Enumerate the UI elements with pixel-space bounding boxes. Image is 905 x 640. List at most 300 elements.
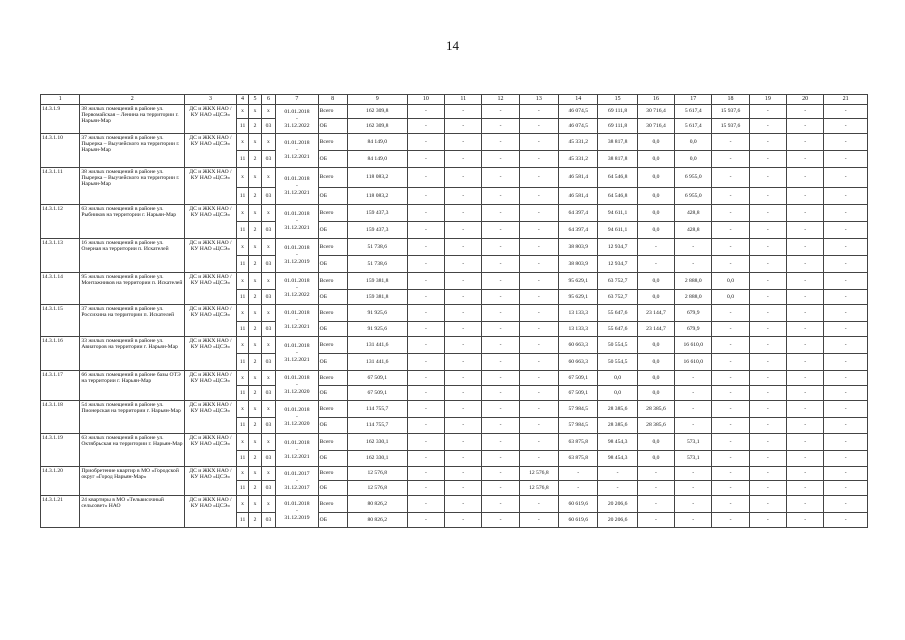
- row-c4: 11: [236, 151, 248, 168]
- row-c6: х: [261, 168, 276, 188]
- cell-col-12: -: [482, 337, 519, 354]
- row-source: Всего: [318, 496, 347, 513]
- date-part: 01.01.2018: [284, 439, 310, 446]
- cell-col-11: -: [445, 386, 482, 401]
- row-code: 14.3.1.19: [41, 434, 80, 467]
- cell-col-15: 38 817,8: [598, 151, 637, 168]
- cell-col-9: 131 441,6: [347, 354, 407, 371]
- cell-col-14: 60 619,6: [559, 496, 598, 513]
- cell-col-9: 51 738,6: [347, 256, 407, 273]
- cell-col-17: 0,0: [675, 134, 712, 151]
- cell-col-12: -: [482, 239, 519, 256]
- cell-col-11: -: [445, 239, 482, 256]
- cell-col-19: -: [749, 496, 786, 513]
- cell-col-10: -: [407, 290, 444, 305]
- cell-col-16: 23 144,7: [637, 322, 674, 337]
- date-part: 01.01.2018: [284, 245, 310, 251]
- column-header-20: 20: [786, 95, 823, 105]
- cell-col-13: 12 576,8: [519, 467, 558, 481]
- cell-col-9: 80 826,2: [347, 496, 407, 513]
- cell-col-13: -: [519, 290, 558, 305]
- cell-col-16: -: [637, 239, 674, 256]
- cell-col-19: -: [749, 434, 786, 451]
- cell-col-13: -: [519, 322, 558, 337]
- cell-col-10: -: [407, 481, 444, 496]
- table-row: [41, 105, 868, 119]
- cell-col-10: -: [407, 354, 444, 371]
- cell-col-17: 679,9: [675, 305, 712, 322]
- cell-col-10: -: [407, 451, 444, 467]
- cell-col-17: 6 955,0: [675, 188, 712, 205]
- row-source: ОБ: [318, 290, 347, 305]
- row-c6: х: [261, 467, 276, 481]
- cell-col-11: -: [445, 496, 482, 513]
- cell-col-10: -: [407, 222, 444, 239]
- cell-col-16: 0,0: [637, 188, 674, 205]
- row-code: 14.3.1.21: [41, 496, 80, 528]
- table-row: [41, 134, 868, 151]
- cell-col-11: -: [445, 371, 482, 386]
- cell-col-18: -: [712, 134, 749, 151]
- cell-col-9: 131 441,6: [347, 337, 407, 354]
- cell-col-21: -: [824, 322, 868, 337]
- cell-col-19: -: [749, 119, 786, 134]
- row-code: 14.3.1.17: [41, 371, 80, 401]
- date-part: -: [295, 508, 298, 514]
- cell-col-10: -: [407, 239, 444, 256]
- row-c5: 2: [249, 354, 261, 371]
- row-name: 16 жилых помещений в районе ул. Озерная на территории п. Искателей: [80, 239, 185, 273]
- cell-col-21: -: [824, 290, 868, 305]
- cell-col-11: -: [445, 337, 482, 354]
- cell-col-17: -: [675, 418, 712, 434]
- cell-col-17: 573,1: [675, 451, 712, 467]
- cell-col-17: 0,0: [675, 151, 712, 168]
- cell-col-17: 2 888,0: [675, 290, 712, 305]
- cell-col-20: -: [786, 481, 823, 496]
- cell-col-21: -: [824, 481, 868, 496]
- row-name: 54 жилых помещений в районе ул. Пионерская на территории г. Нарьян-Мар: [80, 401, 185, 434]
- row-c5: х: [249, 105, 261, 119]
- cell-col-15: 55 647,6: [598, 322, 637, 337]
- cell-col-19: -: [749, 188, 786, 205]
- cell-col-14: 60 619,6: [559, 513, 598, 528]
- row-c4: 11: [236, 290, 248, 305]
- cell-col-19: -: [749, 105, 786, 119]
- cell-col-20: -: [786, 151, 823, 168]
- row-c5: 2: [249, 222, 261, 239]
- row-c4: х: [236, 239, 248, 256]
- date-part: -: [295, 446, 298, 453]
- cell-col-16: 23 144,7: [637, 305, 674, 322]
- cell-col-17: -: [675, 496, 712, 513]
- cell-col-15: 12 934,7: [598, 256, 637, 273]
- cell-col-19: -: [749, 386, 786, 401]
- cell-col-11: -: [445, 222, 482, 239]
- date-part: 01.01.2018: [284, 310, 310, 316]
- row-c4: 11: [236, 386, 248, 401]
- row-executor: ДС и ЖКХ НАО / КУ НАО «ЦСЭ»: [185, 305, 237, 337]
- row-c6: 03: [261, 119, 276, 134]
- cell-col-9: 67 509,1: [347, 386, 407, 401]
- cell-col-17: -: [675, 467, 712, 481]
- cell-col-16: -: [637, 256, 674, 273]
- cell-col-19: -: [749, 222, 786, 239]
- row-executor: ДС и ЖКХ НАО / КУ НАО «ЦСЭ»: [185, 134, 237, 168]
- cell-col-13: -: [519, 401, 558, 418]
- cell-col-14: 67 509,1: [559, 386, 598, 401]
- column-header-11: 11: [445, 95, 482, 105]
- budget-table: [40, 94, 868, 528]
- row-source: Всего: [318, 205, 347, 222]
- date-part: 31.12.2021: [284, 324, 310, 330]
- cell-col-16: 0,0: [637, 273, 674, 290]
- cell-col-12: -: [482, 481, 519, 496]
- cell-col-10: -: [407, 105, 444, 119]
- cell-col-18: -: [712, 354, 749, 371]
- cell-col-9: 84 149,0: [347, 151, 407, 168]
- cell-col-14: -: [559, 467, 598, 481]
- cell-col-17: -: [675, 371, 712, 386]
- cell-col-21: -: [824, 134, 868, 151]
- row-code: 14.3.1.18: [41, 401, 80, 434]
- cell-col-21: -: [824, 188, 868, 205]
- cell-col-16: 0,0: [637, 337, 674, 354]
- cell-col-9: 118 083,2: [347, 188, 407, 205]
- cell-col-15: 38 817,8: [598, 134, 637, 151]
- cell-col-18: 15 937,6: [712, 119, 749, 134]
- row-c6: х: [261, 105, 276, 119]
- cell-col-19: -: [749, 256, 786, 273]
- cell-col-11: -: [445, 418, 482, 434]
- date-part: -: [295, 413, 298, 420]
- row-source: Всего: [318, 134, 347, 151]
- row-c6: 03: [261, 188, 276, 205]
- row-c5: 2: [249, 513, 261, 528]
- cell-col-19: -: [749, 481, 786, 496]
- cell-col-10: -: [407, 119, 444, 134]
- row-c5: 2: [249, 386, 261, 401]
- cell-col-20: -: [786, 256, 823, 273]
- cell-col-20: -: [786, 188, 823, 205]
- row-c4: 11: [236, 481, 248, 496]
- cell-col-20: -: [786, 513, 823, 528]
- row-c6: х: [261, 434, 276, 451]
- cell-col-13: -: [519, 188, 558, 205]
- cell-col-10: -: [407, 305, 444, 322]
- row-code: 14.3.1.14: [41, 273, 80, 305]
- cell-col-14: 63 875,8: [559, 434, 598, 451]
- cell-col-12: -: [482, 119, 519, 134]
- cell-col-13: -: [519, 451, 558, 467]
- cell-col-13: -: [519, 305, 558, 322]
- cell-col-17: 16 610,0: [675, 337, 712, 354]
- cell-col-12: -: [482, 434, 519, 451]
- cell-col-17: -: [675, 256, 712, 273]
- cell-col-17: 2 888,0: [675, 273, 712, 290]
- date-part: 01.01.2018: [284, 375, 310, 381]
- row-dates: [276, 467, 318, 496]
- cell-col-12: -: [482, 467, 519, 481]
- row-c5: х: [249, 467, 261, 481]
- cell-col-10: -: [407, 151, 444, 168]
- cell-col-14: 38 803,9: [559, 239, 598, 256]
- row-c6: х: [261, 239, 276, 256]
- row-executor: ДС и ЖКХ НАО / КУ НАО «ЦСЭ»: [185, 205, 237, 239]
- row-c4: 11: [236, 322, 248, 337]
- row-c6: 03: [261, 151, 276, 168]
- cell-col-13: 12 576,8: [519, 481, 558, 496]
- cell-col-18: -: [712, 151, 749, 168]
- cell-col-21: -: [824, 401, 868, 418]
- cell-col-11: -: [445, 168, 482, 188]
- row-dates: [276, 273, 318, 305]
- row-code: 14.3.1.11: [41, 168, 80, 205]
- row-name: 38 жилых помещений в районе ул. Пырерка – Выучейского на территории г. Нарьян-Мар: [80, 168, 185, 205]
- cell-col-21: -: [824, 354, 868, 371]
- row-executor: ДС и ЖКХ НАО / КУ НАО «ЦСЭ»: [185, 337, 237, 371]
- row-c4: 11: [236, 418, 248, 434]
- cell-col-13: -: [519, 168, 558, 188]
- cell-col-20: -: [786, 434, 823, 451]
- cell-col-13: -: [519, 386, 558, 401]
- row-c5: 2: [249, 322, 261, 337]
- cell-col-18: -: [712, 305, 749, 322]
- cell-col-17: -: [675, 513, 712, 528]
- row-source: ОБ: [318, 513, 347, 528]
- row-source: ОБ: [318, 322, 347, 337]
- row-code: 14.3.1.16: [41, 337, 80, 371]
- row-source: Всего: [318, 467, 347, 481]
- cell-col-20: -: [786, 134, 823, 151]
- row-dates: [276, 205, 318, 239]
- cell-col-12: -: [482, 168, 519, 188]
- table-row: [41, 371, 868, 386]
- cell-col-14: 13 133,3: [559, 305, 598, 322]
- cell-col-19: -: [749, 371, 786, 386]
- cell-col-18: 15 937,6: [712, 105, 749, 119]
- table-row: [41, 467, 868, 481]
- row-name: 66 жилых помещений в районе базы ОТЭ на территории г. Нарьян-Мар: [80, 371, 185, 401]
- date-part: 01.01.2018: [284, 501, 310, 507]
- row-executor: ДС и ЖКХ НАО / КУ НАО «ЦСЭ»: [185, 239, 237, 273]
- date-part: 01.01.2018: [284, 406, 310, 413]
- date-part: 01.01.2018: [284, 211, 310, 217]
- cell-col-11: -: [445, 354, 482, 371]
- column-header-14: 14: [559, 95, 598, 105]
- cell-col-11: -: [445, 119, 482, 134]
- row-c4: х: [236, 434, 248, 451]
- cell-col-20: -: [786, 290, 823, 305]
- cell-col-9: 91 925,6: [347, 305, 407, 322]
- cell-col-19: -: [749, 322, 786, 337]
- cell-col-15: 64 546,8: [598, 168, 637, 188]
- cell-col-16: -: [637, 481, 674, 496]
- cell-col-10: -: [407, 168, 444, 188]
- cell-col-13: -: [519, 496, 558, 513]
- row-dates: [276, 434, 318, 467]
- row-c4: х: [236, 134, 248, 151]
- date-part: 01.01.2018: [284, 343, 310, 349]
- cell-col-11: -: [445, 105, 482, 119]
- cell-col-16: 30 716,4: [637, 105, 674, 119]
- row-source: Всего: [318, 337, 347, 354]
- cell-col-18: -: [712, 513, 749, 528]
- cell-col-18: -: [712, 371, 749, 386]
- row-name: 33 жилых помещений в районе ул. Авиаторов на территории г. Нарьян-Мар: [80, 337, 185, 371]
- cell-col-15: 64 546,8: [598, 188, 637, 205]
- row-source: Всего: [318, 434, 347, 451]
- row-c6: х: [261, 134, 276, 151]
- row-c4: 11: [236, 256, 248, 273]
- row-c5: 2: [249, 151, 261, 168]
- row-source: ОБ: [318, 222, 347, 239]
- cell-col-13: -: [519, 337, 558, 354]
- cell-col-18: -: [712, 451, 749, 467]
- table-row: [41, 168, 868, 188]
- row-name: 38 жилых помещений в районе ул. Первомайская – Ленина на территории г. Нарьян-Мар: [80, 105, 185, 134]
- cell-col-14: -: [559, 481, 598, 496]
- cell-col-15: 55 647,6: [598, 305, 637, 322]
- cell-col-18: -: [712, 188, 749, 205]
- cell-col-19: -: [749, 239, 786, 256]
- cell-col-15: 98 454,3: [598, 434, 637, 451]
- row-source: ОБ: [318, 151, 347, 168]
- row-c6: 03: [261, 418, 276, 434]
- date-part: 31.12.2022: [284, 292, 310, 298]
- column-header-9: 9: [347, 95, 407, 105]
- cell-col-21: -: [824, 222, 868, 239]
- cell-col-14: 57 984,5: [559, 401, 598, 418]
- cell-col-21: -: [824, 467, 868, 481]
- cell-col-18: -: [712, 496, 749, 513]
- row-source: Всего: [318, 273, 347, 290]
- cell-col-12: -: [482, 188, 519, 205]
- cell-col-14: 13 133,3: [559, 322, 598, 337]
- cell-col-14: 60 663,3: [559, 337, 598, 354]
- row-c6: х: [261, 496, 276, 513]
- cell-col-9: 84 149,0: [347, 134, 407, 151]
- row-c5: х: [249, 496, 261, 513]
- row-source: ОБ: [318, 481, 347, 496]
- row-code: 14.3.1.13: [41, 239, 80, 273]
- date-part: 31.12.2021: [284, 225, 310, 231]
- cell-col-11: -: [445, 151, 482, 168]
- column-header-17: 17: [675, 95, 712, 105]
- cell-col-13: -: [519, 151, 558, 168]
- cell-col-21: -: [824, 418, 868, 434]
- cell-col-16: 0,0: [637, 290, 674, 305]
- cell-col-19: -: [749, 354, 786, 371]
- cell-col-17: -: [675, 386, 712, 401]
- date-part: 31.12.2022: [284, 122, 310, 129]
- cell-col-16: 0,0: [637, 354, 674, 371]
- cell-col-21: -: [824, 205, 868, 222]
- row-c6: 03: [261, 290, 276, 305]
- row-c4: 11: [236, 188, 248, 205]
- table-row: [41, 239, 868, 256]
- cell-col-11: -: [445, 273, 482, 290]
- cell-col-11: -: [445, 481, 482, 496]
- table-row: [41, 273, 868, 290]
- row-c5: 2: [249, 256, 261, 273]
- cell-col-13: -: [519, 418, 558, 434]
- cell-col-14: 45 331,2: [559, 134, 598, 151]
- row-c5: х: [249, 337, 261, 354]
- cell-col-13: -: [519, 513, 558, 528]
- column-header-1: 1: [41, 95, 80, 105]
- row-executor: ДС и ЖКХ НАО / КУ НАО «ЦСЭ»: [185, 434, 237, 467]
- column-header-8: 8: [318, 95, 347, 105]
- cell-col-16: 0,0: [637, 205, 674, 222]
- cell-col-16: 0,0: [637, 168, 674, 188]
- date-part: -: [295, 477, 298, 484]
- column-header-6: 6: [261, 95, 276, 105]
- row-c5: 2: [249, 481, 261, 496]
- cell-col-21: -: [824, 513, 868, 528]
- cell-col-9: 159 381,8: [347, 273, 407, 290]
- table-row: [41, 337, 868, 354]
- cell-col-19: -: [749, 451, 786, 467]
- table-row: [41, 401, 868, 418]
- row-c6: х: [261, 337, 276, 354]
- cell-col-10: -: [407, 134, 444, 151]
- cell-col-9: 12 576,8: [347, 467, 407, 481]
- cell-col-10: -: [407, 188, 444, 205]
- row-c4: х: [236, 168, 248, 188]
- row-code: 14.3.1.9: [41, 105, 80, 134]
- cell-col-11: -: [445, 290, 482, 305]
- row-dates: [276, 305, 318, 337]
- cell-col-17: 428,8: [675, 222, 712, 239]
- row-source: ОБ: [318, 451, 347, 467]
- cell-col-10: -: [407, 322, 444, 337]
- row-c6: х: [261, 273, 276, 290]
- cell-col-13: -: [519, 371, 558, 386]
- row-executor: ДС и ЖКХ НАО / КУ НАО «ЦСЭ»: [185, 371, 237, 401]
- cell-col-12: -: [482, 305, 519, 322]
- row-c6: 03: [261, 451, 276, 467]
- cell-col-19: -: [749, 134, 786, 151]
- cell-col-16: 28 385,6: [637, 418, 674, 434]
- cell-col-12: -: [482, 451, 519, 467]
- column-header-10: 10: [407, 95, 444, 105]
- row-c4: х: [236, 371, 248, 386]
- page-number: 14: [446, 38, 459, 53]
- row-c6: 03: [261, 354, 276, 371]
- date-part: 31.12.2020: [284, 420, 310, 427]
- row-name: 37 жилых помещений в районе ул. Россихина на территории п. Искателей: [80, 305, 185, 337]
- cell-col-11: -: [445, 256, 482, 273]
- column-header-15: 15: [598, 95, 637, 105]
- cell-col-16: 0,0: [637, 151, 674, 168]
- cell-col-10: -: [407, 337, 444, 354]
- cell-col-20: -: [786, 451, 823, 467]
- date-part: 01.01.2018: [284, 108, 310, 115]
- row-c4: х: [236, 496, 248, 513]
- cell-col-18: -: [712, 401, 749, 418]
- cell-col-16: 28 385,6: [637, 401, 674, 418]
- row-c5: х: [249, 273, 261, 290]
- cell-col-18: -: [712, 239, 749, 256]
- cell-col-18: -: [712, 434, 749, 451]
- cell-col-16: 0,0: [637, 451, 674, 467]
- date-part: 01.01.2018: [284, 175, 310, 182]
- date-part: 01.01.2018: [284, 278, 310, 284]
- cell-col-16: -: [637, 513, 674, 528]
- cell-col-12: -: [482, 105, 519, 119]
- row-source: Всего: [318, 401, 347, 418]
